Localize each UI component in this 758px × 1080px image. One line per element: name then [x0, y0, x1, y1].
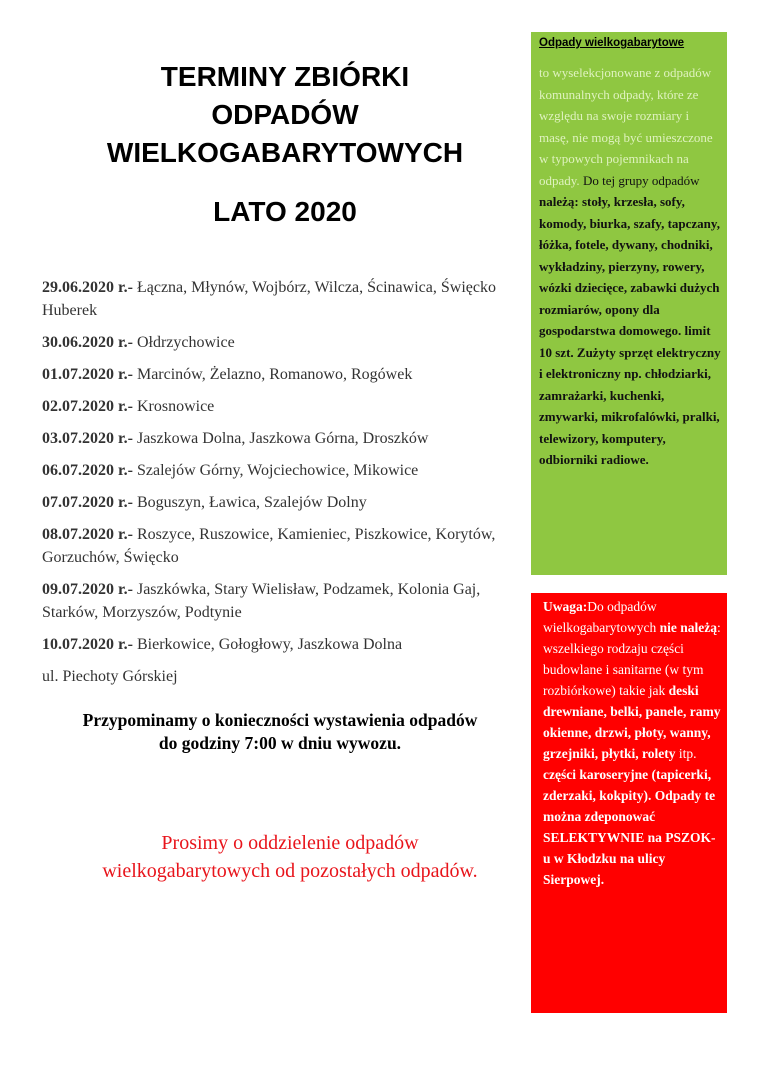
- schedule-entry: [42, 459, 517, 482]
- schedule-places: Marcinów, Żelazno, Romanowo, Rogówek: [132, 366, 413, 383]
- info-box-items: : stoły, krzesła, sofy, komody, biurka, szafy, tapczany, łóżka, fotele, dywany, chodniki, wykładziny, pierzyny, rowery, wózki dziecięce, zabawki dużych rozmiarów, opony dla gospodarstwa domowego. limit 10 szt. Zużyty sprzęt elektryczny i elektroniczny np. chłodziarki, zamrażarki, kuchenki, zmywarki, mikrofalówki, pralki, telewizory, komputery, odbiorniki radiowe.: [539, 194, 721, 467]
- schedule-places: Krosnowice: [132, 398, 215, 415]
- schedule-entry: [42, 395, 517, 418]
- schedule-entry: [42, 633, 517, 656]
- schedule-entry: [42, 523, 517, 569]
- schedule-date: 02.07.2020 r.-: [42, 398, 133, 415]
- excluded-waste-warning-box: [531, 593, 727, 1013]
- reminder-line-1: Przypominamy o konieczności wystawienia odpadów: [82, 710, 478, 730]
- reminder-line-2: do godziny 7:00 w dniu wywozu.: [158, 733, 402, 753]
- warning-colon: :: [716, 620, 721, 635]
- schedule-places: Boguszyn, Ławica, Szalejów Dolny: [132, 494, 367, 511]
- warning-label: Uwaga:: [543, 599, 588, 614]
- schedule-entry: [42, 363, 517, 386]
- schedule-date: 08.07.2020 r.-: [42, 526, 133, 543]
- schedule-places: Jaszkowa Dolna, Jaszkowa Górna, Droszków: [132, 430, 429, 447]
- schedule-places: Roszyce, Ruszowice, Kamieniec, Piszkowice, Korytów, Gorzuchów, Święcko: [42, 526, 496, 566]
- schedule-date: 06.07.2020 r.-: [42, 462, 133, 479]
- excluded-parts-list: deski drewniane, belki, panele, ramy okienne, drzwi, płoty, wanny, grzejniki, płytki, rolety: [543, 683, 721, 761]
- excluded-parts-text: wszelkiego rodzaju części budowlane i sanitarne (w tym rozbiórkowe) takie jak: [543, 641, 704, 698]
- schedule-entry: [42, 491, 517, 514]
- info-box-group-prefix: Do tej grupy odpadów: [579, 172, 700, 188]
- schedule-date: 01.07.2020 r.-: [42, 366, 133, 383]
- car-parts-note: części karoseryjne (tapicerki, zderzaki, kokpity). Odpady te można zdeponować SELEKTYWNIE na PSZOK- u w Kłodzku na ulicy Sierpowej.: [543, 767, 716, 887]
- schedule-places: Łączna, Młynów, Wojbórz, Wilcza, Ścinawica, Święcko Huberek: [42, 279, 496, 319]
- separation-request: [30, 829, 550, 885]
- schedule-entry: [42, 331, 517, 354]
- schedule-places: Jaszkówka, Stary Wielisław, Podzamek, Kolonia Gaj, Starków, Morzyszów, Podtynie: [42, 581, 481, 621]
- info-box-intro: to wyselekcjonowane z odpadów komunalnych odpady, które ze względu na swoje rozmiary i masę, nie mogą być umieszczone w typowych pojemnikach na odpady.: [539, 65, 713, 188]
- not-belong-label: nie należą: [659, 620, 717, 635]
- request-line-2: wielkogabarytowych od pozostałych odpadów.: [102, 860, 478, 882]
- schedule-entry: [42, 276, 517, 322]
- warning-text: Do odpadów wielkogabarytowych: [543, 599, 660, 635]
- schedule-date: 10.07.2020 r.-: [42, 636, 133, 653]
- request-line-1: Prosimy o oddzielenie odpadów: [161, 832, 419, 854]
- title-line-1: TERMINY ZBIÓRKI: [160, 61, 410, 92]
- schedule-date: 07.07.2020 r.-: [42, 494, 133, 511]
- schedule-date: 03.07.2020 r.-: [42, 430, 133, 447]
- schedule-places: Ołdrzychowice: [132, 334, 235, 351]
- schedule-date: 09.07.2020 r.-: [42, 581, 133, 598]
- reminder-note: [30, 709, 530, 755]
- title-line-3: WIELKOGABARYTOWYCH: [106, 137, 464, 168]
- collection-schedule: [42, 276, 517, 688]
- schedule-places: Szalejów Górny, Wojciechowice, Mikowice: [132, 462, 419, 479]
- excluded-etc: itp.: [675, 746, 697, 761]
- schedule-date: 30.06.2020 r.-: [42, 334, 133, 351]
- street-note: ul. Piechoty Górskiej: [42, 668, 178, 685]
- season-heading: LATO 2020: [213, 196, 357, 227]
- schedule-entry: [42, 427, 517, 450]
- schedule-places: Bierkowice, Gołogłowy, Jaszkowa Dolna: [132, 636, 403, 653]
- schedule-date: 29.06.2020 r.-: [42, 279, 133, 296]
- title-line-2: ODPADÓW: [211, 99, 359, 130]
- info-box-text: [539, 62, 721, 471]
- document-title: [40, 58, 530, 172]
- schedule-entry: [42, 578, 517, 624]
- info-box-heading: Odpady wielkogabarytowe: [539, 37, 685, 49]
- info-box-belong: należą: [539, 194, 575, 209]
- bulky-waste-info-box: [531, 32, 727, 575]
